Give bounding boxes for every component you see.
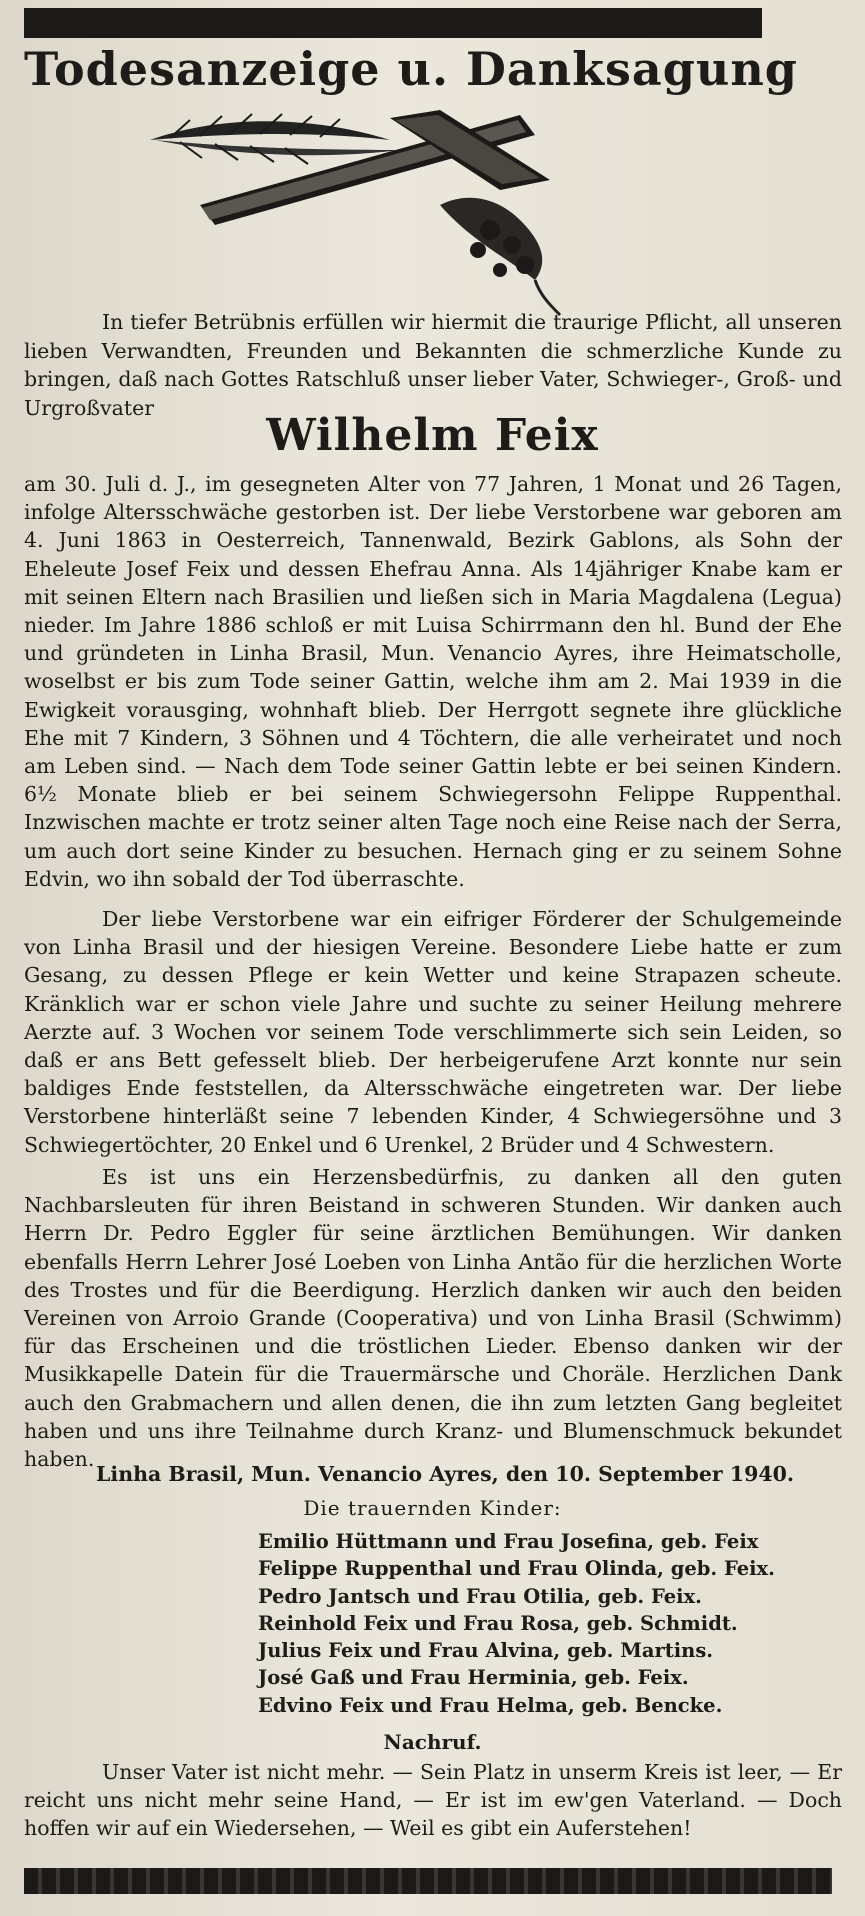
- mourner-line: Edvino Feix und Frau Helma, geb. Bencke.: [258, 1693, 723, 1717]
- flower-bouquet-icon: [440, 198, 560, 315]
- mourners-heading: Die trauernden Kinder:: [303, 1496, 562, 1520]
- mourner-line: Julius Feix und Frau Alvina, geb. Martins.: [258, 1639, 714, 1663]
- mourner-line: Emilio Hüttmann und Frau Josefina, geb. Feix: [258, 1530, 759, 1553]
- mourner-line: Pedro Jantsch und Frau Otilia, geb. Feix.: [258, 1584, 702, 1608]
- intro-paragraph: In tiefer Betrübnis erfüllen wir hiermit die traurige Pflicht, all unseren lieben Verwandten, Freunden und Bekannten die schmerzliche Kunde zu bringen, daß nach Gottes Ratschluß unser lieber Vater, Schwieger-, Groß- und Urgroßvater: [24, 310, 842, 420]
- top-black-rule: [24, 8, 762, 38]
- biography-paragraph: am 30. Juli d. J., im gesegneten Alter von 77 Jahren, 1 Monat und 26 Tagen, infolge Altersschwäche gestorben ist. Der liebe Verstorbene war geboren am 4. Juni 1863 in Oesterreich, Tannenwald, Bezirk Gablons, als Sohn der Eheleute Josef Feix und dessen Ehefrau Anna. Als 14jähriger Knabe kam er mit seinen Eltern nach Brasilien und ließen sich in Maria Magdalena (Legua) nieder. Im Jahre 1886 schloß er mit Luisa Schirrmann den hl. Bund der Ehe und gründeten in Linha Brasil, Mun. Venancio Ayres, ihre Heimatscholle, woselbst er bis zum Tode seiner Gattin, welche ihm am 2. Mai 1939 in die Ewigkeit vorausging, wohnhaft blieb. Der Herrgott segnete ihre glückliche Ehe mit 7 Kindern, 3 Söhnen und 4 Töchtern, die alle verheiratet und noch am Leben sind. — Nach dem Tode seiner Gattin lebte er bei seinen Kindern. 6½ Monate blieb er bei seinem Schwiegersohn Felippe Ruppenthal. Inzwischen machte er trotz seiner alten Tage noch eine Reise nach der Serra, um auch dort seine Kinder zu besuchen. Hernach ging er zu seinem Sohne Edvin, wo ihn sobald der Tod überraschte.: [24, 472, 842, 891]
- mourners-list: [258, 1528, 838, 1719]
- thanks-paragraph: Es ist uns ein Herzensbedürfnis, zu danken all den guten Nachbarsleuten für ihren Beistand in schweren Stunden. Wir danken auch Herrn Dr. Pedro Eggler für seine ärztlichen Bemühungen. Wir danken ebenfalls Herrn Lehrer José Loeben von Linha Antão für die herzlichen Worte des Trostes und für die Beerdigung. Herzlich danken wir auch den beiden Vereinen von Arroio Grande (Cooperativa) und von Linha Brasil (Schwimm) für das Erscheinen und die tröstlichen Lieder. Ebenso danken wir der Musikkapelle Datein für die Trauermärsche und Choräle. Herzlichen Dank auch den Grabmachern und allen denen, die ihn zum letzten Gang begleitet haben und uns ihre Teilnahme durch Kranz- und Blumenschmuck bekundet haben.: [24, 1165, 842, 1472]
- tribute-paragraph: Der liebe Verstorbene war ein eifriger Förderer der Schulgemeinde von Linha Brasil und der hiesigen Vereine. Besondere Liebe hatte er zum Gesang, zu dessen Pflege er kein Wetter und keine Strapazen scheute. Kränklich war er schon viele Jahre und suchte zu seiner Heilung mehrere Aerzte auf. 3 Wochen vor seinem Tode verschlimmerte sich sein Leiden, so daß er ans Bett gefesselt blieb. Der herbeigerufene Arzt konnte nur sein baldiges Ende feststellen, da Altersschwäche eingetreten war. Der liebe Verstorbene hinterläßt seine 7 lebenden Kinder, 4 Schwiegersöhne und 3 Schwiegertöchter, 20 Enkel und 6 Urenkel, 2 Brüder und 4 Schwestern.: [24, 907, 842, 1157]
- nachruf-poem: Unser Vater ist nicht mehr. — Sein Platz in unserm Kreis ist leer, — Er reicht uns nicht mehr seine Hand, — Er ist im ew'gen Vaterland. — Doch hoffen wir auf ein Wiedersehen, — Weil es gibt ein Auferstehen!: [24, 1760, 842, 1841]
- mourner-line: Reinhold Feix und Frau Rosa, geb. Schmidt.: [258, 1611, 738, 1635]
- mourner-line: José Gaß und Frau Herminia, geb. Feix.: [258, 1666, 689, 1690]
- cross-palm-emblem: [140, 110, 680, 320]
- place-and-date: Linha Brasil, Mun. Venancio Ayres, den 10. September 1940.: [96, 1462, 795, 1486]
- mourner-line: Felippe Ruppenthal und Frau Olinda, geb. Feix.: [258, 1557, 775, 1581]
- deceased-name: Wilhelm Feix: [266, 410, 599, 461]
- bottom-black-rule: [24, 1868, 832, 1894]
- palm-frond-icon: [150, 114, 400, 164]
- nachruf-title: Nachruf.: [383, 1730, 482, 1754]
- notice-title: Todesanzeige u. Danksagung: [24, 42, 798, 96]
